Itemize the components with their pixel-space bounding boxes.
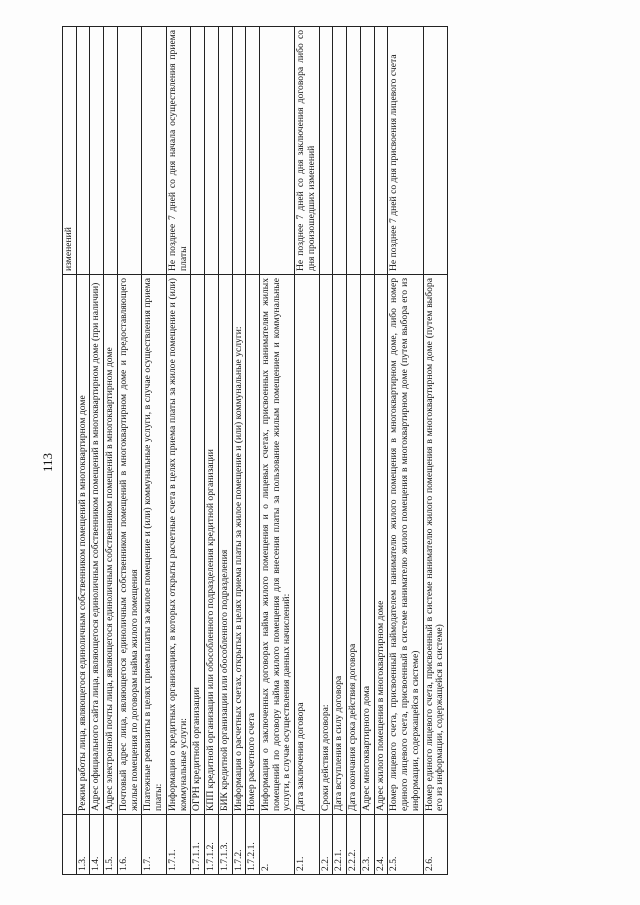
row-deadline: изменений (63, 27, 77, 275)
table-row (76, 27, 90, 875)
table-row (166, 27, 190, 875)
row-deadline (333, 27, 347, 275)
table-row (232, 27, 246, 875)
row-description: Информация о заключенных договорах найма жилого помещения и о лицевых счетах, присвоенных нанимателям жилых помещений по договору найма жилого помещения для внесения платы за пользование жилым помещением и коммунальные услуги, в случае осуществления данных начислений: (260, 275, 295, 815)
table-row (63, 27, 77, 875)
page-number: 113 (40, 452, 55, 472)
row-description: Платежные реквизиты в целях приема платы за жилое помещение и (или) коммунальные услуги, в случае осуществления приема платы: (142, 275, 166, 815)
row-deadline (142, 27, 166, 275)
row-number: 1.7.2. (232, 815, 246, 875)
row-deadline (260, 27, 295, 275)
table-row (388, 27, 423, 875)
row-deadline: Не позднее 7 дней со дня начала осуществления приема платы (166, 27, 190, 275)
table-row (246, 27, 260, 875)
row-deadline (117, 27, 141, 275)
row-deadline (232, 27, 246, 275)
row-description: Адрес официального сайта лица, являющегося единоличным собственником помещений в многоквартирном доме (при наличии) (90, 275, 104, 815)
row-description: Дата окончания срока действия договора (347, 275, 361, 815)
row-description: КПП кредитной организации или обособленного подразделения кредитной организации (205, 275, 219, 815)
table-row (260, 27, 295, 875)
row-description: Адрес жилого помещения в многоквартирном доме (374, 275, 388, 815)
row-number: 2.4. (374, 815, 388, 875)
row-deadline (90, 27, 104, 275)
row-description: Адрес электронной почты лица, являющегося единоличным собственником помещений в многоквартирном доме (104, 275, 118, 815)
row-number: 2.5. (388, 815, 423, 875)
row-description: Номер лицевого счета, присвоенный наймодателем нанимателю жилого помещения в многоквартирном доме, либо номер единого лицевого счета, присвоенный в системе нанимателю жилого помещения в многоквартирном доме (путем выбора его из информации, содержащейся в системе) (388, 275, 423, 815)
row-number: 1.3. (76, 815, 90, 875)
table-row (423, 27, 447, 875)
row-number: 2.1. (295, 815, 319, 875)
row-number: 2.2. (319, 815, 333, 875)
row-number: 1.4. (90, 815, 104, 875)
row-deadline (191, 27, 205, 275)
row-number: 1.7.2.1. (246, 815, 260, 875)
table-row (191, 27, 205, 875)
table-row (90, 27, 104, 875)
table-row (295, 27, 319, 875)
row-description: Информация о кредитных организациях, в которых открыты расчетные счета в целях приема платы за жилое помещение и (или) коммунальные услуги: (166, 275, 190, 815)
row-description: Адрес многоквартирного дома (360, 275, 374, 815)
row-number: 2.2.1. (333, 815, 347, 875)
table-row (374, 27, 388, 875)
row-description: Дата вступления в силу договора (333, 275, 347, 815)
row-number: 1.7.1.1. (191, 815, 205, 875)
table-body (63, 27, 448, 875)
table-row (104, 27, 118, 875)
table-row (360, 27, 374, 875)
table-row (117, 27, 141, 875)
row-deadline (76, 27, 90, 275)
row-description: Номер единого лицевого счета, присвоенный в системе нанимателю жилого помещения в многоквартирном доме (путем выбора его из информации, содержащейся в системе) (423, 275, 447, 815)
row-number: 1.5. (104, 815, 118, 875)
row-description: ОГРН кредитной организации (191, 275, 205, 815)
row-number: 2.6. (423, 815, 447, 875)
row-deadline (246, 27, 260, 275)
row-number: 2.3. (360, 815, 374, 875)
table-row (142, 27, 166, 875)
row-deadline (374, 27, 388, 275)
table-row (218, 27, 232, 875)
requirements-table (62, 26, 448, 875)
row-description: БИК кредитной организации или обособленного подразделения (218, 275, 232, 815)
row-number: 1.7.1. (166, 815, 190, 875)
row-deadline: Не позднее 7 дней со дня заключения договора либо со дня произошедших изменений (295, 27, 319, 275)
row-number: 1.6. (117, 815, 141, 875)
table-row (347, 27, 361, 875)
row-deadline (104, 27, 118, 275)
row-number: 1.7. (142, 815, 166, 875)
row-description: Номер расчетного счета (246, 275, 260, 815)
row-description: Почтовый адрес лица, являющегося единоличным собственником помещений в многоквартирном доме и предоставляющего жилые помещения по договорам найма жилого помещения (117, 275, 141, 815)
row-deadline (218, 27, 232, 275)
row-description: Сроки действия договора: (319, 275, 333, 815)
row-deadline: Не позднее 7 дней со дня присвоения лицевого счета (388, 27, 423, 275)
table-row (319, 27, 333, 875)
row-description: Информация о расчетных счетах, открытых в целях приема платы за жилое помещение и (или) коммунальные услуги: (232, 275, 246, 815)
row-number: 2. (260, 815, 295, 875)
row-description: Режим работы лица, являющегося единоличным собственником помещений в многоквартирном доме (76, 275, 90, 815)
row-deadline (360, 27, 374, 275)
row-number: 2.2.2. (347, 815, 361, 875)
row-description (63, 275, 77, 815)
table-row (205, 27, 219, 875)
row-number: 1.7.1.2. (205, 815, 219, 875)
row-deadline (347, 27, 361, 275)
table-row (333, 27, 347, 875)
row-description: Дата заключения договора (295, 275, 319, 815)
row-number: 1.7.1.3. (218, 815, 232, 875)
row-deadline (423, 27, 447, 275)
row-deadline (319, 27, 333, 275)
row-deadline (205, 27, 219, 275)
row-number (63, 815, 77, 875)
